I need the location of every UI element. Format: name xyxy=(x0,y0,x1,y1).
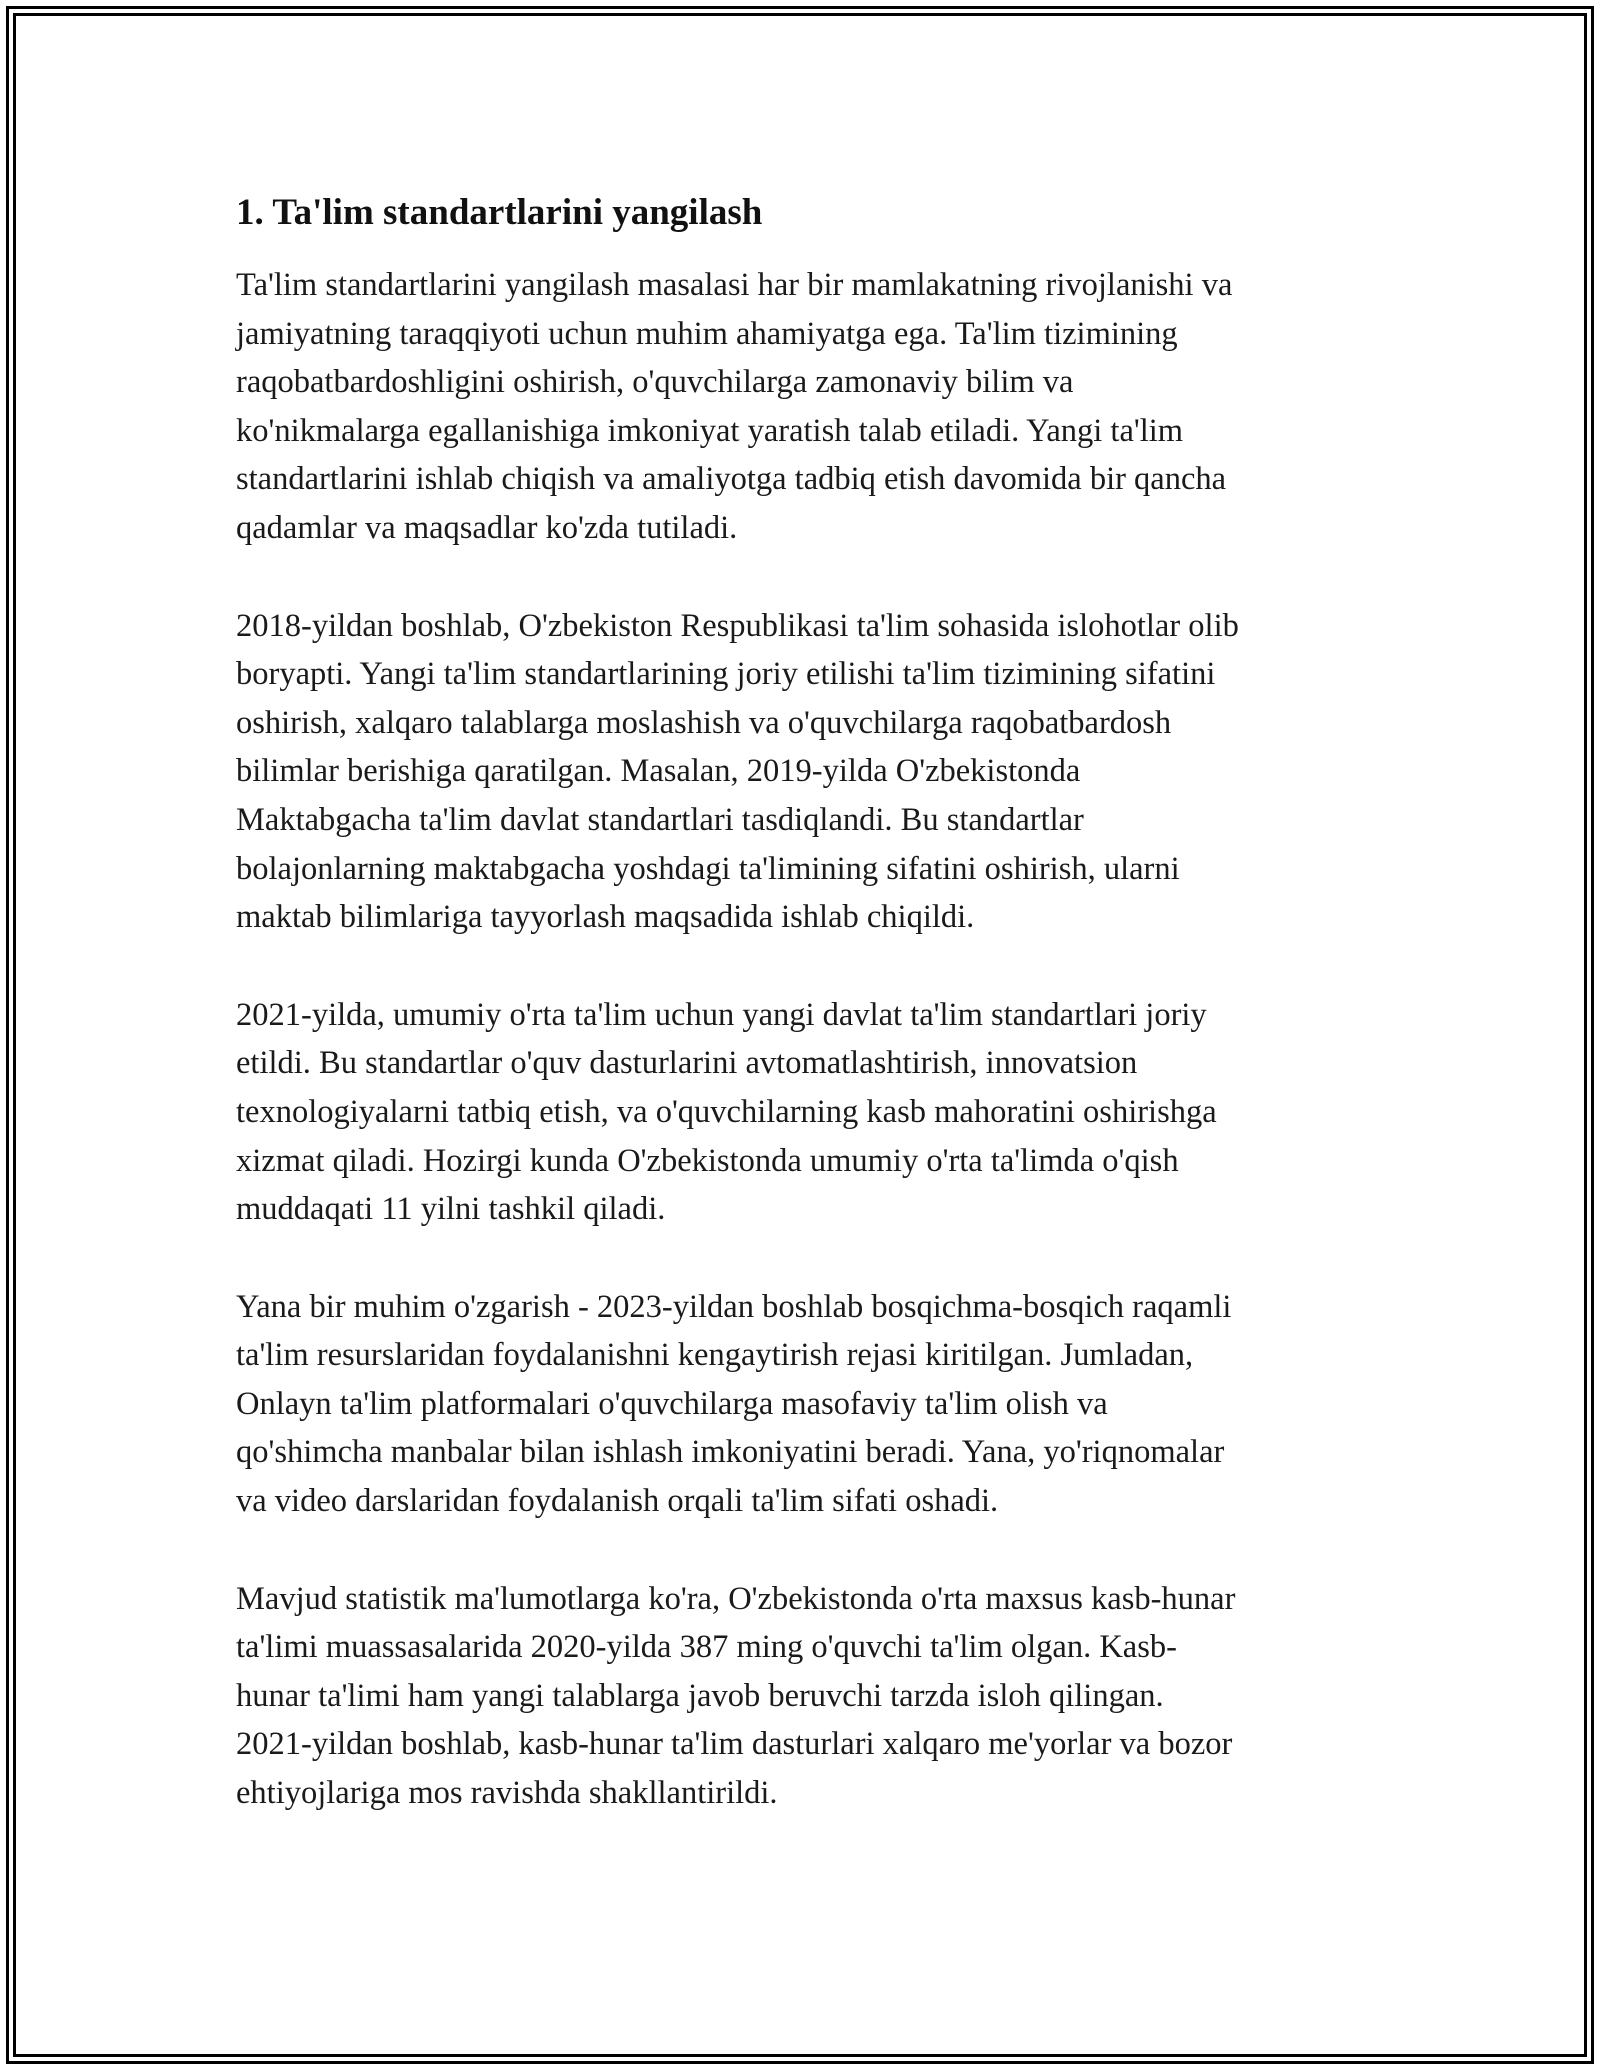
paragraph-vocational-statistics xyxy=(236,1575,1386,1818)
text-line: ta'limi muassasalarida 2020-yilda 387 ming o'quvchi ta'lim olgan. Kasb- xyxy=(236,1629,1177,1666)
text-line: 2021-yilda, umumiy o'rta ta'lim uchun yangi davlat ta'lim standartlari joriy xyxy=(236,996,1207,1033)
text-line: hunar ta'limi ham yangi talablarga javob beruvchi tarzda isloh qilingan. xyxy=(236,1677,1164,1714)
paragraph-digital-resources xyxy=(236,1283,1386,1526)
text-line: texnologiyalarni tatbiq etish, va o'quvchilarning kasb mahoratini oshirishga xyxy=(236,1093,1217,1130)
text-line: Maktabgacha ta'lim davlat standartlari tasdiqlandi. Bu standartlar xyxy=(236,801,1084,838)
text-line: ehtiyojlariga mos ravishda shakllantirildi. xyxy=(236,1775,778,1812)
section-heading: 1. Ta'lim standartlarini yangilash xyxy=(236,192,763,233)
text-line: etildi. Bu standartlar o'quv dasturlarini avtomatlashtirish, innovatsion xyxy=(236,1045,1138,1082)
text-line: ko'nikmalarga egallanishiga imkoniyat yaratish talab etiladi. Yangi ta'lim xyxy=(236,412,1184,449)
text-line: oshirish, xalqaro talablarga moslashish va o'quvchilarga raqobatbardosh xyxy=(236,704,1172,741)
text-line: Onlayn ta'lim platformalari o'quvchilarga masofaviy ta'lim olish va xyxy=(236,1385,1108,1422)
text-line: Mavjud statistik ma'lumotlarga ko'ra, O'zbekistonda o'rta maxsus kasb-hunar xyxy=(236,1580,1236,1617)
paragraph-2021-standards xyxy=(236,991,1386,1234)
text-line: raqobatbardoshligini oshirish, o'quvchilarga zamonaviy bilim va xyxy=(236,364,1074,401)
text-line: bilimlar berishiga qaratilgan. Masalan, 2019-yilda O'zbekistonda xyxy=(236,753,1081,790)
text-line: jamiyatning taraqqiyoti uchun muhim ahamiyatga ega. Ta'lim tizimining xyxy=(236,315,1178,352)
text-line: maktab bilimlariga tayyorlash maqsadida ishlab chiqildi. xyxy=(236,899,975,936)
text-line: muddaqati 11 yilni tashkil qiladi. xyxy=(236,1191,666,1228)
text-line: ta'lim resurslaridan foydalanishni kengaytirish rejasi kiritilgan. Jumladan, xyxy=(236,1337,1194,1374)
text-line: xizmat qiladi. Hozirgi kunda O'zbekistonda umumiy o'rta ta'limda o'qish xyxy=(236,1142,1179,1179)
document-body xyxy=(236,183,1386,1867)
paragraph-intro xyxy=(236,261,1386,553)
text-line: Yana bir muhim o'zgarish - 2023-yildan boshlab bosqichma-bosqich raqamli xyxy=(236,1288,1232,1325)
text-line: bolajonlarning maktabgacha yoshdagi ta'limining sifatini oshirish, ularni xyxy=(236,850,1180,887)
text-line: Ta'lim standartlarini yangilash masalasi har bir mamlakatning rivojlanishi va xyxy=(236,267,1233,303)
text-line: va video darslaridan foydalanish orqali ta'lim sifati oshadi. xyxy=(236,1483,999,1520)
paragraph-2018-reforms xyxy=(236,602,1386,942)
text-line: 2018-yildan boshlab, O'zbekiston Respublikasi ta'lim sohasida islohotlar olib xyxy=(236,607,1239,644)
text-line: qo'shimcha manbalar bilan ishlash imkoniyatini beradi. Yana, yo'riqnomalar xyxy=(236,1434,1225,1471)
text-line: 2021-yildan boshlab, kasb-hunar ta'lim dasturlari xalqaro me'yorlar va bozor xyxy=(236,1726,1233,1763)
text-line: qadamlar va maqsadlar ko'zda tutiladi. xyxy=(236,509,738,546)
text-line: boryapti. Yangi ta'lim standartlarining joriy etilishi ta'lim tizimining sifatini xyxy=(236,656,1216,693)
text-line: standartlarini ishlab chiqish va amaliyotga tadbiq etish davomida bir qancha xyxy=(236,461,1227,498)
